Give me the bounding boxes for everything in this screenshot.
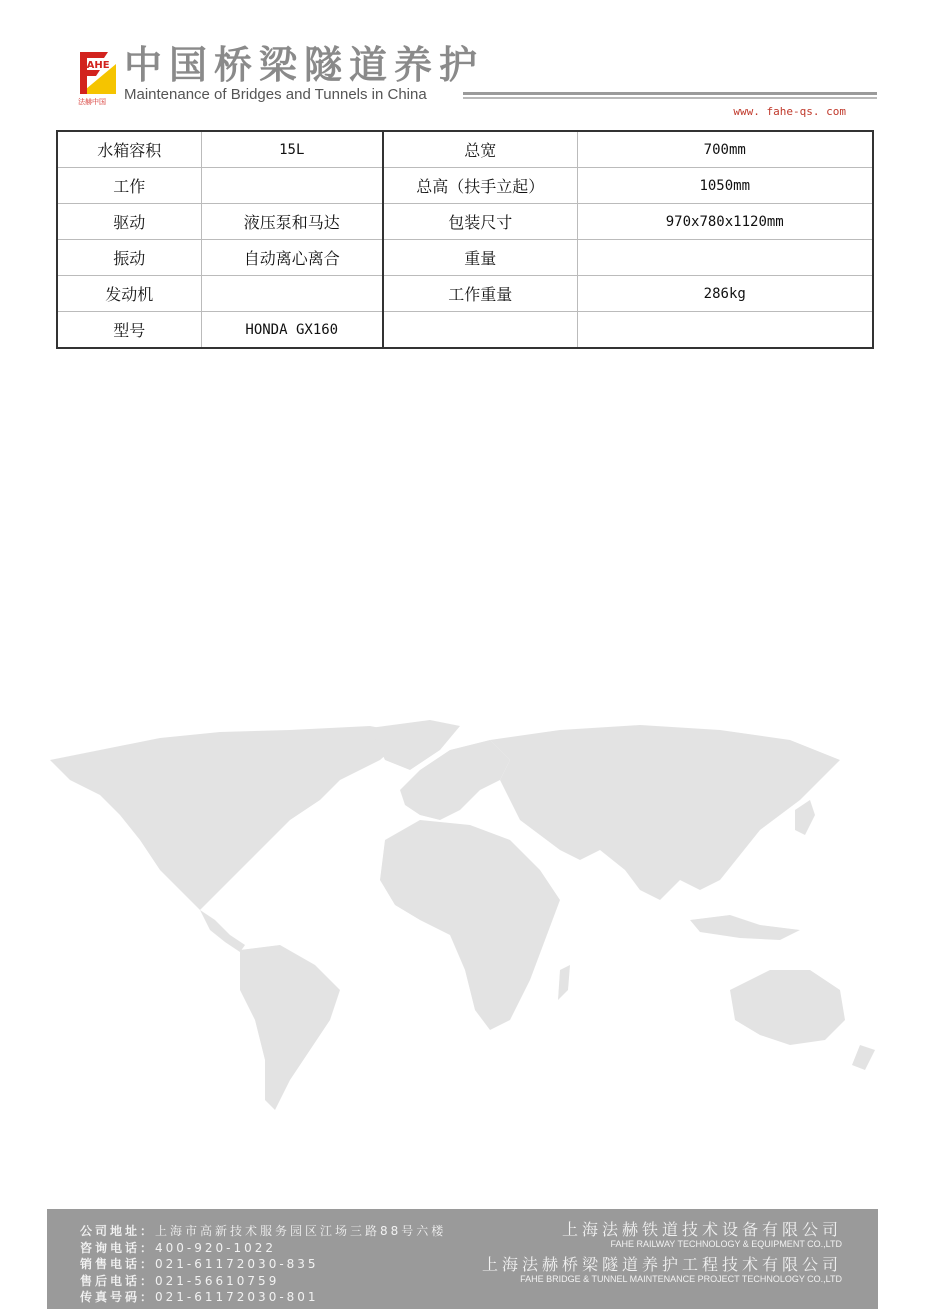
- spec-label-cell: 总高（扶手立起）: [383, 168, 577, 204]
- spec-label-cell: 工作: [57, 168, 201, 204]
- company1-en: FAHE RAILWAY TECHNOLOGY & EQUIPMENT CO.,LTD: [610, 1239, 842, 1249]
- company2-cn: 上海法赫桥梁隧道养护工程技术有限公司: [481, 1255, 842, 1274]
- spec-table: [56, 130, 874, 349]
- spec-label-cell: [383, 312, 577, 349]
- spec-value-cell: 15L: [201, 131, 383, 168]
- contact-line: [80, 1273, 446, 1290]
- table-row: [57, 312, 873, 349]
- spec-label-cell: 振动: [57, 240, 201, 276]
- contact-value: 021-56610759: [155, 1273, 280, 1288]
- website-link[interactable]: www. fahe-qs. com: [733, 105, 846, 118]
- brand-title-en: Maintenance of Bridges and Tunnels in China: [124, 86, 427, 103]
- spec-value-cell: 自动离心离合: [201, 240, 383, 276]
- spec-label-cell: 水箱容积: [57, 131, 201, 168]
- spec-value-cell: [577, 240, 873, 276]
- spec-value-cell: [201, 168, 383, 204]
- table-row: [57, 131, 873, 168]
- spec-value-cell: 1050mm: [577, 168, 873, 204]
- spec-label-cell: 包装尺寸: [383, 204, 577, 240]
- contact-line: [80, 1223, 446, 1240]
- table-row: [57, 168, 873, 204]
- company1-cn: 上海法赫铁道技术设备有限公司: [561, 1220, 842, 1239]
- spec-label-cell: 总宽: [383, 131, 577, 168]
- spec-label-cell: 重量: [383, 240, 577, 276]
- spec-value-cell: [577, 312, 873, 349]
- spec-label-cell: 工作重量: [383, 276, 577, 312]
- spec-value-cell: HONDA GX160: [201, 312, 383, 349]
- footer-bar: [47, 1209, 878, 1309]
- contact-key: 传真号码：: [80, 1290, 156, 1304]
- spec-label-cell: 型号: [57, 312, 201, 349]
- contact-line: [80, 1289, 446, 1306]
- spec-label-cell: 驱动: [57, 204, 201, 240]
- table-row: [57, 276, 873, 312]
- contact-line: [80, 1256, 446, 1273]
- footer-companies: [482, 1221, 842, 1291]
- contact-key: 销售电话：: [80, 1257, 156, 1271]
- brand-title-cn: 中国桥梁隧道养护: [124, 43, 485, 87]
- contact-key: 公司地址：: [80, 1224, 156, 1238]
- company2-en: FAHE BRIDGE & TUNNEL MAINTENANCE PROJECT TECHNOLOGY CO.,LTD: [520, 1274, 842, 1284]
- contact-value: 021-61172030-801: [155, 1290, 319, 1304]
- header-rule: [463, 92, 877, 95]
- contact-key: 咨询电话：: [80, 1240, 156, 1255]
- spec-value-cell: 液压泵和马达: [201, 204, 383, 240]
- contact-value: 400-920-1022: [155, 1240, 277, 1255]
- contact-key: 售后电话：: [80, 1273, 156, 1288]
- spec-value-cell: 286kg: [577, 276, 873, 312]
- contact-value: 021-61172030-835: [155, 1257, 319, 1271]
- contact-line: [80, 1240, 446, 1257]
- table-row: [57, 204, 873, 240]
- spec-value-cell: [201, 276, 383, 312]
- world-map-watermark: [40, 720, 880, 1120]
- spec-value-cell: 970x780x1120mm: [577, 204, 873, 240]
- contact-value: 上海市高新技术服务园区江场三路88号六楼: [155, 1224, 447, 1238]
- footer-contact: [80, 1223, 446, 1306]
- logo-text: FAHE: [81, 60, 110, 71]
- spec-label-cell: 发动机: [57, 276, 201, 312]
- table-row: [57, 240, 873, 276]
- spec-value-cell: 700mm: [577, 131, 873, 168]
- fahe-logo: [78, 44, 118, 106]
- logo-sub: 法赫中国: [78, 98, 106, 106]
- header-rule-secondary: [463, 97, 877, 99]
